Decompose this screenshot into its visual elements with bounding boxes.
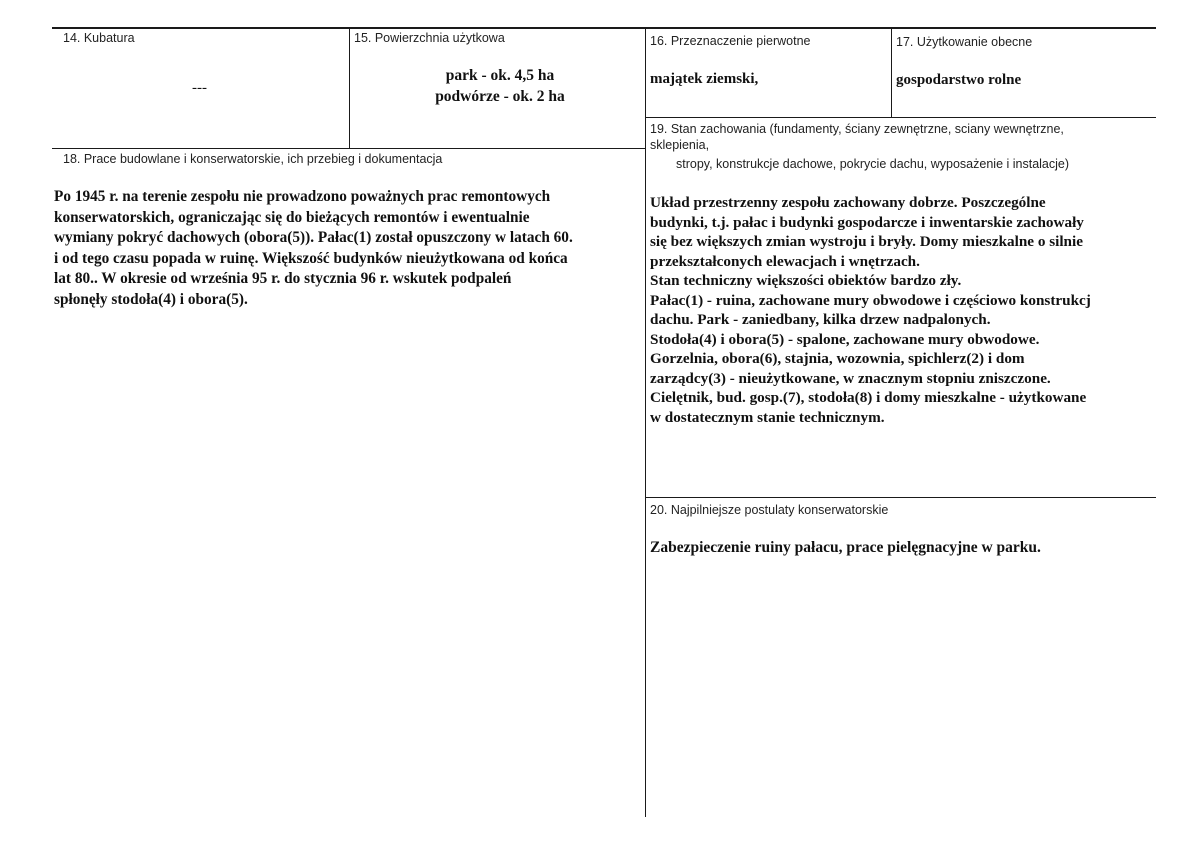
field-19-label-line: stropy, konstrukcje dachowe, pokrycie dachu, wyposażenie i instalacje) [676,157,1070,171]
field-16-label: 16. Przeznaczenie pierwotne [650,34,811,48]
field-19-line: Pałac(1) - ruina, zachowane mury obwodowe i częściowo konstrukcj [650,291,1091,309]
line-under-14-15 [52,148,645,149]
field-19-text [650,193,1091,427]
main-column-divider [645,27,646,817]
field-19-label-line: sklepienia, [650,138,710,152]
field-14-label: 14. Kubatura [63,31,135,45]
line-under-16-17 [645,117,1156,118]
field-18-line: Po 1945 r. na terenie zespołu nie prowadzono poważnych prac remontowych [54,188,551,205]
field-18-line: spłonęły stodoła(4) i obora(5). [54,290,248,308]
field-18-line: wymiany pokryć dachowych (obora(5)). Pałac(1) został opuszczony w latach 60. [54,229,573,246]
field-19-label-line: 19. Stan zachowania (fundamenty, ściany zewnętrzne, sciany wewnętrzne, [650,122,1064,136]
field-19-line: przekształconych elewacjach i wnętrzach. [650,252,920,270]
field-18-line: i od tego czasu popada w ruinę. Większość budynków nieużytkowana od końca [54,249,568,267]
field-19-line: się bez większych zmian wystroju i bryły. Domy mieszkalne o silnie [650,233,1083,250]
field-18-label: 18. Prace budowlane i konserwatorskie, ich przebieg i dokumentacja [63,152,443,166]
field-18-line: lat 80.. W okresie od września 95 r. do stycznia 96 r. wskutek podpaleń [54,270,512,287]
field-18-text [54,187,573,310]
field-19-line: w dostatecznym stanie technicznym. [650,408,885,426]
field-20-label: 20. Najpilniejsze postulaty konserwatorskie [650,503,889,517]
divider-16-17 [891,28,892,117]
top-border-line [52,27,1156,29]
field-16-value: majątek ziemski, [650,71,759,87]
field-15-line: park - ok. 4,5 ha [445,67,555,84]
field-18-line: konserwatorskich, ograniczając się do bieżących remontów i ewentualnie [54,208,530,226]
field-19-line: Stan techniczny większości obiektów bardzo zły. [650,272,962,289]
field-17-value: gospodarstwo rolne [896,72,1022,88]
field-15-label: 15. Powierzchnia użytkowa [354,31,505,45]
field-19-line: Układ przestrzenny zespołu zachowany dobrze. Poszczególne [650,194,1046,211]
field-19-line: budynki, t.j. pałac i budynki gospodarcze i inwentarskie zachowały [650,213,1084,231]
field-14-value: --- [192,80,207,96]
field-19-line: Gorzelnia, obora(6), stajnia, wozownia, spichlerz(2) i dom [650,350,1025,367]
divider-14-15 [349,27,350,148]
field-15-value [360,66,640,107]
field-19-line: Cielętnik, bud. gosp.(7), stodoła(8) i domy mieszkalne - użytkowane [650,389,1087,406]
line-above-20 [645,497,1156,498]
field-19-line: zarządcy(3) - nieużytkowane, w znacznym stopniu zniszczone. [650,369,1051,387]
field-20-value: Zabezpieczenie ruiny pałacu, prace pielęgnacyjne w parku. [650,539,1041,556]
field-19-line: dachu. Park - zaniedbany, kilka drzew nadpalonych. [650,311,991,328]
field-19-line: Stodoła(4) i obora(5) - spalone, zachowane mury obwodowe. [650,330,1040,348]
field-17-label: 17. Użytkowanie obecne [896,35,1033,49]
field-15-line: podwórze - ok. 2 ha [435,87,565,105]
